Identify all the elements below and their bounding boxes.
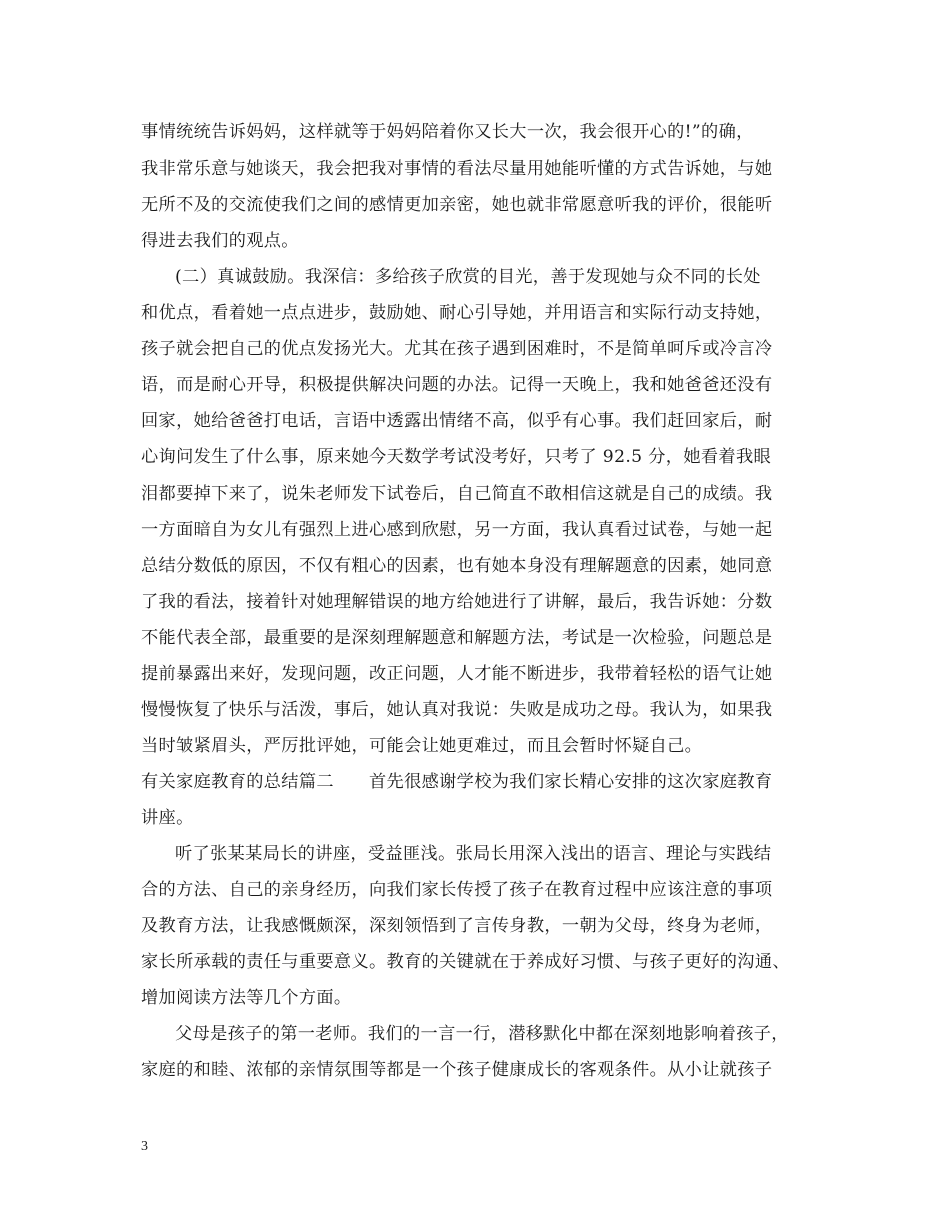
paragraph-start-line: 听了张某某局长的讲座，受益匪浅。张局长用深入浅出的语言、理论与实践结 (175, 844, 772, 864)
paragraph-start-line: 父母是孩子的第一老师。我们的一言一行，潜移默化中都在深刻地影响着孩子， (175, 1024, 789, 1044)
text-line: 合的方法、自己的亲身经历，向我们家长传授了孩子在教育过程中应该注意的事项 (141, 880, 773, 900)
section-title-line: 有关家庭教育的总结篇二 首先很感谢学校为我们家长精心安排的这次家庭教育 (141, 772, 773, 792)
text-line: 及教育方法，让我感慨颇深，深刻领悟到了言传身教，一朝为父母，终身为老师， (141, 916, 773, 936)
text-line: 家长所承载的责任与重要意义。教育的关键就在于养成好习惯、与孩子更好的沟通、 (141, 952, 790, 972)
text-line: 得进去我们的观点。 (141, 231, 299, 251)
text-line: 提前暴露出来好，发现问题，改正问题，人才能不断进步，我带着轻松的语气让她 (141, 664, 773, 684)
text-line: 心询问发生了什么事，原来她今天数学考试没考好，只考了 92.5 分，她看着我眼 (141, 447, 772, 467)
page-number: 3 (141, 1139, 148, 1154)
text-line: 和优点，看着她一点点进步，鼓励她、耐心引导她，并用语言和实际行动支持她， (141, 303, 773, 323)
text-line: 慢慢恢复了快乐与活泼，事后，她认真对我说：失败是成功之母。我认为，如果我 (141, 700, 773, 720)
text-line: 我非常乐意与她谈天，我会把我对事情的看法尽量用她能听懂的方式告诉她，与她 (141, 159, 773, 179)
text-line: 讲座。 (141, 808, 194, 828)
text-line: 当时皱紧眉头，严厉批评她，可能会让她更难过，而且会暂时怀疑自己。 (141, 736, 703, 756)
text-line: 回家，她给爸爸打电话，言语中透露出情绪不高，似乎有心事。我们赶回家后，耐 (141, 411, 773, 431)
text-line: 孩子就会把自己的优点发扬光大。尤其在孩子遇到困难时，不是简单呵斥或冷言冷 (141, 339, 773, 359)
paragraph-heading-line: (二）真诚鼓励。我深信：多给孩子欣赏的目光，善于发现她与众不同的长处 (175, 267, 761, 287)
text-line: 无所不及的交流使我们之间的感情更加亲密，她也就非常愿意听我的评价，很能听 (141, 195, 773, 215)
text-line: 总结分数低的原因，不仅有粗心的因素，也有她本身没有理解题意的因素，她同意 (141, 556, 773, 576)
text-line: 泪都要掉下来了，说朱老师发下试卷后，自己简直不敢相信这就是自己的成绩。我 (141, 484, 773, 504)
text-line: 事情统统告诉妈妈，这样就等于妈妈陪着你又长大一次，我会很开心的!”的确， (141, 122, 754, 142)
text-line: 增加阅读方法等几个方面。 (141, 988, 352, 1008)
text-line: 语，而是耐心开导，积极提供解决问题的办法。记得一天晚上，我和她爸爸还没有 (141, 375, 773, 395)
text-line: 家庭的和睦、浓郁的亲情氛围等都是一个孩子健康成长的客观条件。从小让就孩子 (141, 1060, 773, 1080)
text-line: 一方面暗自为女儿有强烈上进心感到欣慰，另一方面，我认真看过试卷，与她一起 (141, 520, 773, 540)
text-line: 了我的看法，接着针对她理解错误的地方给她进行了讲解，最后，我告诉她：分数 (141, 592, 773, 612)
text-line: 不能代表全部，最重要的是深刻理解题意和解题方法，考试是一次检验，问题总是 (141, 628, 773, 648)
